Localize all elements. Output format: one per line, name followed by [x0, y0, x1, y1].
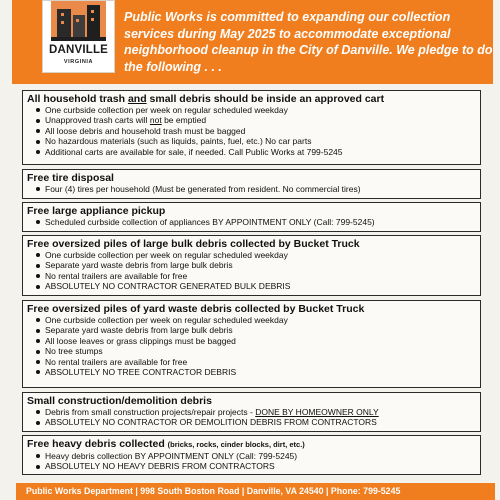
section-tire-disposal — [22, 169, 481, 199]
section-yard-waste — [22, 300, 481, 388]
section-title: Free oversized piles of yard waste debris collected by Bucket Truck — [27, 303, 365, 315]
list-item: Separate yard waste debris from large bulk debris — [45, 325, 476, 335]
list-item: Unapproved trash carts will not be emptied — [45, 115, 476, 125]
list-item: Heavy debris collection BY APPOINTMENT ONLY (Call: 799-5245) — [45, 451, 476, 461]
section-heavy-debris — [22, 435, 481, 475]
section-title: Small construction/demolition debris — [27, 395, 212, 407]
list-item: ABSOLUTELY NO CONTRACTOR OR DEMOLITION DEBRIS FROM CONTRACTORS — [45, 417, 476, 427]
section-appliance-pickup — [22, 202, 481, 232]
section-title: Free large appliance pickup — [27, 205, 166, 217]
list-item: No tree stumps — [45, 346, 476, 356]
section-household-trash — [22, 90, 481, 165]
section-title: Free tire disposal — [27, 172, 114, 184]
list-item: One curbside collection per week on regular scheduled weekday — [45, 315, 476, 325]
list-item: One curbside collection per week on regular scheduled weekday — [45, 105, 476, 115]
header-banner — [12, 0, 493, 84]
list-item: ABSOLUTELY NO TREE CONTRACTOR DEBRIS — [45, 367, 476, 377]
list-item: Separate yard waste debris from large bulk debris — [45, 260, 476, 270]
list-item: Four (4) tires per household (Must be generated from resident. No commercial tires) — [45, 184, 476, 194]
intro-text: Public Works is committed to expanding our collection services during May 2025 to accommodate exceptional neighborhood cleanup in the City of Danville. We pledge to do the following . . . — [124, 10, 493, 74]
list-item: Additional carts are available for sale, if needed. Call Public Works at 799-5245 — [45, 147, 476, 157]
list-item: All loose leaves or grass clippings must be bagged — [45, 336, 476, 346]
list-item: Scheduled curbside collection of appliances BY APPOINTMENT ONLY (Call: 799-5245) — [45, 217, 476, 227]
list-item: Debris from small construction projects/repair projects - DONE BY HOMEOWNER ONLY — [45, 407, 476, 417]
list-item: ABSOLUTELY NO HEAVY DEBRIS FROM CONTRACTORS — [45, 461, 476, 471]
list-item: No rental trailers are available for free — [45, 357, 476, 367]
section-title: Free oversized piles of large bulk debris collected by Bucket Truck — [27, 238, 360, 250]
list-item: All loose debris and household trash must be bagged — [45, 126, 476, 136]
list-item: No hazardous materials (such as liquids, paints, fuel, etc.) No car parts — [45, 136, 476, 146]
list-item: ABSOLUTELY NO CONTRACTOR GENERATED BULK DEBRIS — [45, 281, 476, 291]
logo-state: VIRGINIA — [63, 59, 94, 65]
list-item: One curbside collection per week on regular scheduled weekday — [45, 250, 476, 260]
section-title: Free heavy debris collected (bricks, rocks, cinder blocks, dirt, etc.) — [27, 438, 305, 450]
section-construction-debris — [22, 392, 481, 432]
section-bulk-debris — [22, 235, 481, 296]
section-title: All household trash and small debris should be inside an approved cart — [27, 93, 385, 105]
list-item: No rental trailers are available for free — [45, 271, 476, 281]
logo-name: DANVILLE — [48, 44, 109, 56]
danville-logo — [42, 0, 115, 73]
footer-contact: Public Works Department | 998 South Boston Road | Danville, VA 24540 | Phone: 799-5245 — [16, 483, 495, 500]
logo-artwork — [51, 1, 106, 39]
